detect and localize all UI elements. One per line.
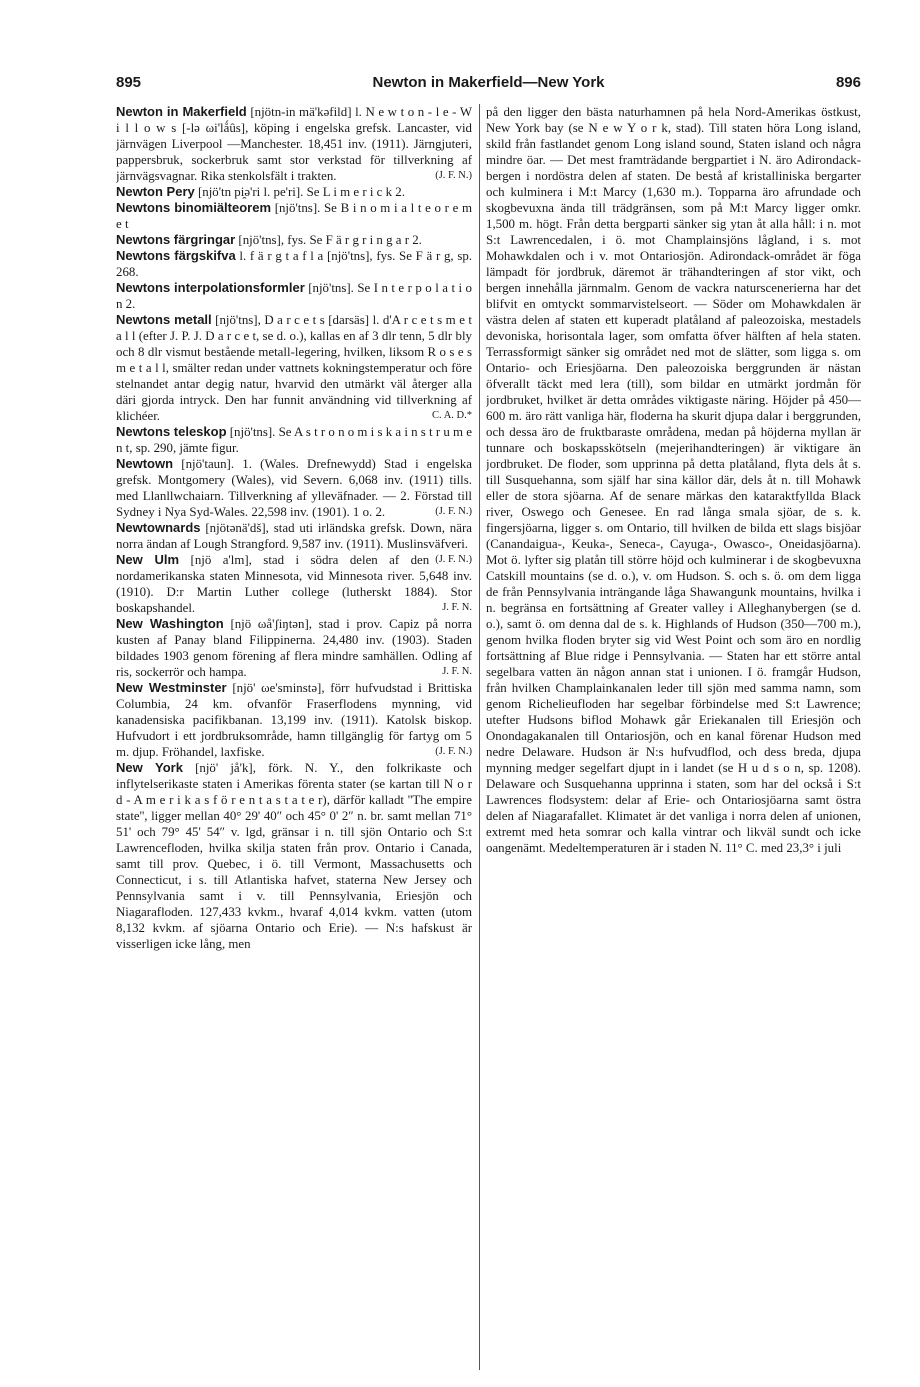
entry-text: [njö ωå'ʃiŋtən], stad i prov. Capiz på norra kusten af Panay bland Filippinerna. 24,480 inv. (1903). Staden bildades 1903 genom förening af flera mindre samhällen. Odling af ris, sockerrör och hampa. — [116, 617, 472, 679]
entry-text: [njö'tns], fys. Se F ä r g r i n g a r 2. — [235, 233, 422, 247]
entry-text: [njö'tns], D a r c e t s [darsäs] l. d'A r c e t s m e t a l l (efter J. P. J. D a r c e t, se d. o.), kallas en af 3 dlr tenn, 5 dlr bly och 8 dlr vismut bestående metall-legering, hvilken, liksom R o s e s m e t a l l, smälter redan under vattnets kokningstemperatur och före stelnandet antar degig natur, hvarvid den utmärkt väl återger alla däri gjorda intryck. Den har funnit användning vid tillverkning af klichéer. — [116, 313, 472, 423]
running-title: Newton in Makerfield—New York — [372, 74, 605, 91]
dictionary-entry — [116, 424, 472, 456]
page-number-left: 895 — [116, 74, 142, 91]
entry-headword: Newtownards — [116, 520, 201, 535]
entry-text: [njö'tns]. Se B i n o m i a l t e o r e m e t — [116, 201, 472, 231]
column-divider — [479, 104, 480, 1370]
dictionary-entry — [116, 280, 472, 312]
author-signature: C. A. D.* — [432, 410, 472, 421]
author-signature: J. F. N. — [442, 602, 472, 613]
dictionary-entry — [116, 552, 472, 616]
entry-headword: New Washington — [116, 616, 224, 631]
entry-headword: New Ulm — [116, 552, 180, 567]
page-number-right: 896 — [835, 74, 861, 91]
entry-text: [njö'tns]. Se I n t e r p o l a t i o n 2. — [116, 281, 472, 311]
entry-headword: Newtons binomiälteorem — [116, 200, 272, 215]
entry-text: l. f ä r g t a f l a [njö'tns], fys. Se F ä r g, sp. 268. — [116, 249, 472, 279]
entry-headword: Newton in Makerfield — [116, 104, 247, 119]
continued-entry-text: på den ligger den bästa naturhamnen på hela Nord-Amerikas östkust, New York bay (se N e w Y o r k, stad). Till staten höra Long island, skild från fastlandet genom Long island sound, Staten island och några mindre öar. — Det mest framträdande bergpartiet i N. äro Adirondack-bergen i nordöstra delen af staten. De bestå af kristalliniska bergarter och kulminera i M:t Marcy (1,630 m.). Topparna äro afrundade och skogbevuxna ända till trädgränsen, som på M:t Marcy ligger omkr. 1,500 m. högt. Från detta bergparti sänker sig ytan åt alla håll: i n. mot S:t Lawrencedalen, i ö. mot Champlainsjöns lågland, i s. mot Mohawkdalen och i v. mot Ontariosjön. Adirondack-området är föga lämpadt för jordbruk, däremot är trähandteringen af stor vikt, och bergen innehålla järnmalm. Genom de vackra naturscenerierna har det blifvit en omtyckt sommarvistelseort. — Söder om Mohawkdalen är västra delen af staten ett kuperadt platåland af paleozoiska, mestadels devoniska, horisontala lager, som omfatta öfver hälften af hela staten. Terrassformigt sänker sig området ned mot de slätter, som ligga s. om Ontario- och Eriesjöarna. Den paleozoiska berggrunden är nästan öfverallt täckt med lera (till), som bildar en utmärkt jordmån för jordbruket, hvilket är detta områdes viktigaste näring. Höjder på 450—600 m. äro rätt vanliga här, floderna ha skurit djupa dalar i berggrunden, och dessa äro de fruktbaraste områdena, medan på höjderna myllan är tunnare och boskapsskötseln (mejerihandteringen) är viktigare än jordbruket. De floder, som upprinna på detta platåland, flyta dels åt s. till Susquehanna, som själf har sina källor där, dels åt n. till Mohawk eller de stora sjöarna. Af de senare märkas den kataraktfyllda Black river, Oswego och Genesee. En rad långa smala sjöar, de s. k. fingersjöarna, ligger s. om Ontario, till hvilken de bilda ett slags bisjöar (Canandaigua-, Keuka-, Seneca-, Cayuga-, Owasco-, Oneidasjöarna). Mot ö. lyfter sig platån till större höjd och kulminerar i de skogbevuxna Catskill mountains (se d. o.), v. om Hudson. S. och s. ö. om dem ligga de från Pennsylvania inträngande låga Shawangunk mountains, hvilka i n. begränsa en fortsättning af Greater valley i Alleghanybergen (se d. o.), samt ö. om denna dal de s. k. Highlands of Hudson (350—700 m.), genom hvilka floden bryter sig vid West Point och som äro en nordlig fortsättning af Blue ridge i Pennsylvania. — Staten har ett större antal segelbara vatten än någon annan stat i unionen. I ö. framgår Hudson, från hvilken Champlainkanalen leder till sjön med samma namn, som genom Richelieufloden har segelbar förbindelse med S:t Lawrence; utefter Hudsons biflod Mohawk går Eriekanalen till Eriesjön och Onondagakanalen till Ontariosjön, och en kanal förenar Hudson med nedre Delaware. Hudson är N:s hufvudflod, och dess breda, djupa mynning medger segelfart djupt in i landet (se H u d s o n, sp. 1208). Delaware och Susquehanna upprinna i staten, som har del också i S:t Lawrences flodsystem: delar af Erie- och Ontariosjöarna samt östra delen af Niagarafallet. Klimatet är det vanliga i norra delen af unionen, extremt med heta somrar och kalla vintrar och likväl sundt och icke oangenämt. Medeltemperaturen är i staden N. 11° C. med 23,3° i juli — [486, 105, 861, 855]
author-signature: J. F. N. — [442, 666, 472, 677]
entry-headword: Newton Pery — [116, 184, 195, 199]
entry-headword: Newtons färgskifva — [116, 248, 236, 263]
dictionary-entry — [116, 456, 472, 520]
entry-text: [njö'tns]. Se A s t r o n o m i s k a i n s t r u m e n t, sp. 290, jämte figur. — [116, 425, 472, 455]
entry-text: [njö'tn pi̯ə'ri l. pe'ri]. Se L i m e r i c k 2. — [194, 185, 405, 199]
entry-text: [njö' ωe'sminstə], förr hufvudstad i Brittiska Columbia, 24 km. ofvanför Fraserflodens mynning, vid kanadensiska pacifikbanan. 13,199 inv. (1911). Katolsk biskop. Hufvudort i ett jordbruksområde, hamn tillgänglig för fartyg om 5 m. djup. Fröhandel, laxfiske. — [116, 681, 472, 759]
author-signature: (J. F. N.) — [435, 554, 472, 565]
dictionary-entry — [116, 232, 472, 248]
entry-text: [njötənä'dš], stad uti irländska grefsk. Down, nära norra ändan af Lough Strangford. 9,587 inv. (1911). Muslinsväfveri. — [116, 521, 472, 551]
dictionary-entry — [116, 104, 472, 184]
author-signature: (J. F. N.) — [435, 746, 472, 757]
entry-headword: New Westminster — [116, 680, 227, 695]
entry-text: [njö'taun]. 1. (Wales. Drefnewydd) Stad i engelska grefsk. Montgomery (Wales), vid Severn. 6,068 inv. (1911) tills. med Llanllwchaiarn. Tillverkning af ylleväfnader. — 2. Förstad till Sydney i Nya Syd-Wales. 22,598 inv. (1901). 1 o. 2. — [116, 457, 472, 519]
dictionary-entry — [116, 312, 472, 424]
dictionary-entry — [116, 680, 472, 760]
dictionary-entry — [116, 184, 472, 200]
dictionary-entry — [116, 248, 472, 280]
entry-headword: New York — [116, 760, 183, 775]
dictionary-entry — [116, 200, 472, 232]
author-signature: (J. F. N.) — [435, 170, 472, 181]
right-column — [486, 104, 861, 1374]
dictionary-entry — [116, 760, 472, 952]
entry-headword: Newtown — [116, 456, 174, 471]
entry-headword: Newtons teleskop — [116, 424, 227, 439]
entry-text: [njötn-in mä'kəfild] l. N e w t o n - l e - W i l l o w s [-lə ωi'lǻûs], köping i engelska grefsk. Lancaster, vid järnvägen Liverpool —Manchester. 18,451 inv. (1911). Järngjuteri, pappersbruk, sockerbruk samt stor verkstad för tillverkning af järnvägsvagnar. Rika stenkolsfält i trakten. — [116, 105, 472, 183]
author-signature: (J. F. N.) — [435, 506, 472, 517]
page-header — [116, 74, 861, 96]
entry-text: [njö' jå'k], förk. N. Y., den folkrikaste och inflytelserikaste staten i Amerikas förenta stater (se kartan till N o r d - A m e r i k a s f ö r e n t a s t a t e r), därför kalladt ''The empire state'', ligger mellan 40° 29' 40″ och 45° 0' 2″ n. br. samt mellan 71° 51' och 79° 45' 54″ v. lgd, gränsar i n. till sjön Ontario och S:t Lawrencefloden, hvilka skilja staten från prov. Ontario i Canada, samt till prov. Quebec, i ö. till Vermont, Massachusetts och Connecticut, i s. till Atlantiska hafvet, staterna New Jersey och Pennsylvania samt i v. till Pennsylvania, Eriesjön och Niagarafloden. 127,433 kvkm., hvaraf 4,014 kvkm. vatten (utom 8,132 kvkm. af sjöarna Ontario och Erie). — N:s hafskust är visserligen icke lång, men — [116, 761, 472, 951]
entry-headword: Newtons metall — [116, 312, 212, 327]
dictionary-entry — [116, 616, 472, 680]
entry-text: [njö a'lm], stad i södra delen af den nordamerikanska staten Minnesota, vid Minnesota river. 5,648 inv. (1910). D:r Martin Luther college (lutherskt 1884). Stor boskapshandel. — [116, 553, 472, 615]
entry-headword: Newtons interpolationsformler — [116, 280, 305, 295]
left-column — [116, 104, 472, 1374]
entry-headword: Newtons färgringar — [116, 232, 236, 247]
